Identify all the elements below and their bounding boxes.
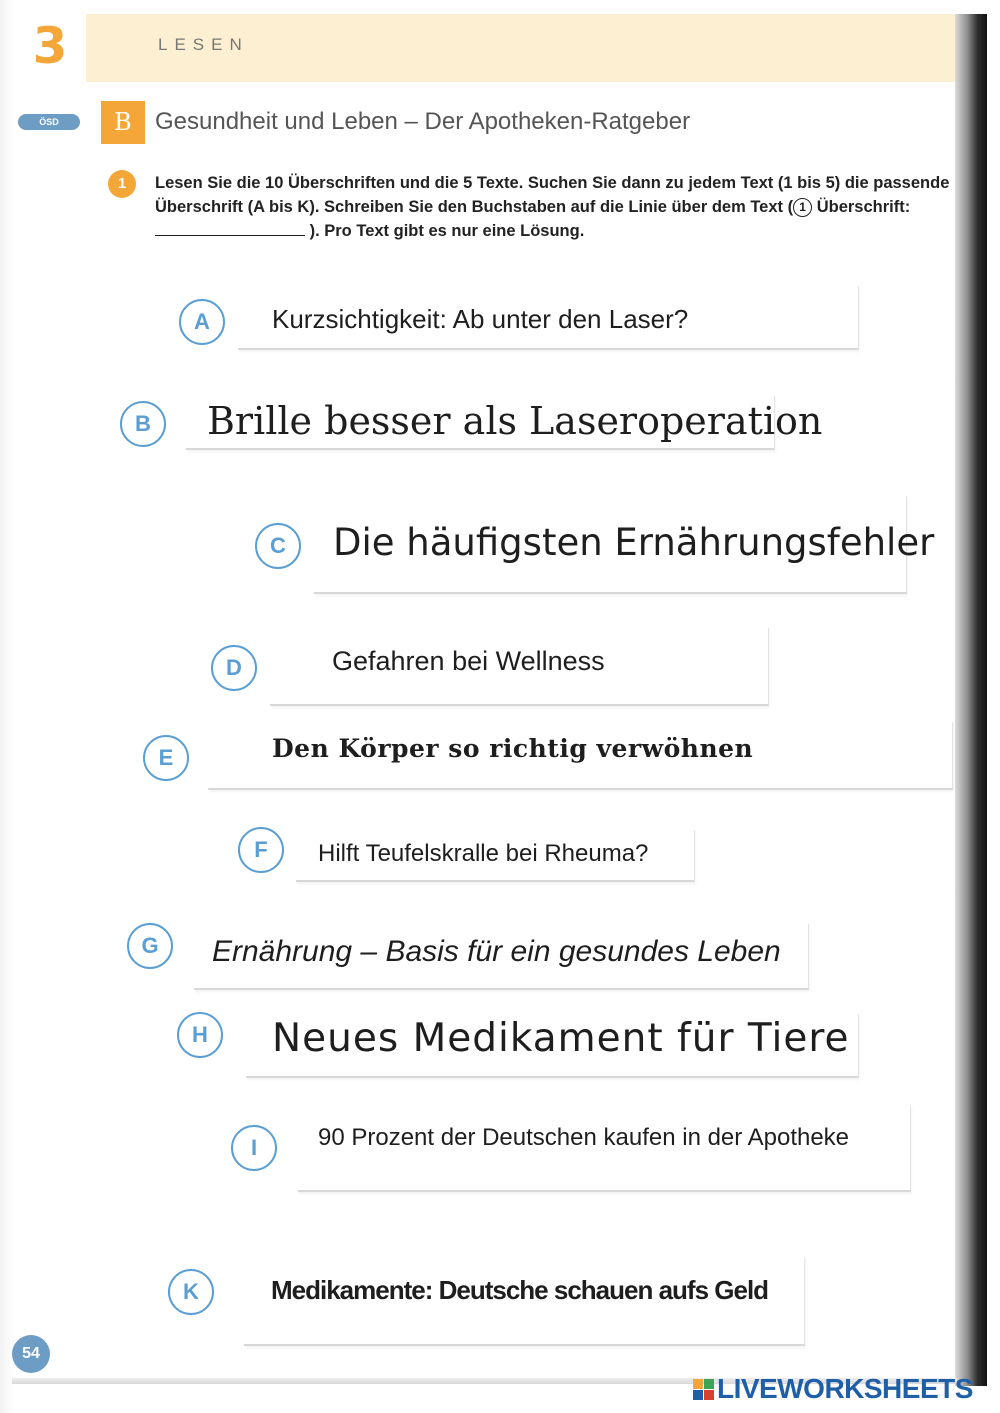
headline-text-c: Die häufigsten Ernährungsfehler bbox=[333, 521, 935, 564]
instruction-label: Überschrift: bbox=[812, 198, 911, 216]
headline-letter-i: I bbox=[231, 1125, 277, 1171]
headline-letter-k: K bbox=[168, 1269, 214, 1315]
headline-text-f: Hilft Teufelskralle bei Rheuma? bbox=[318, 840, 649, 867]
headline-letter-e: E bbox=[143, 735, 189, 781]
book-spine-shadow bbox=[955, 14, 987, 1386]
headline-letter-b: B bbox=[120, 401, 166, 447]
headline-letter-g: G bbox=[127, 923, 173, 969]
headline-text-g: Ernährung – Basis für ein gesundes Leben bbox=[212, 935, 781, 968]
liveworksheets-watermark bbox=[693, 1373, 973, 1405]
page-left-margin bbox=[0, 0, 14, 1413]
instruction-text-part2: ). Pro Text gibt es nur eine Lösung. bbox=[305, 222, 585, 240]
headline-letter-f: F bbox=[238, 827, 284, 873]
task-instructions bbox=[155, 171, 950, 243]
osd-badge: ÖSD bbox=[18, 114, 80, 130]
headline-text-a: Kurzsichtigkeit: Ab unter den Laser? bbox=[272, 304, 689, 334]
section-title: Gesundheit und Leben – Der Apotheken-Ratgeber bbox=[155, 108, 691, 135]
instruction-text-part1: Lesen Sie die 10 Überschriften und die 5 Texte. Suchen Sie dann zu jedem Text (1 bis 5) die passende Überschrift (A bis K). Schreiben Sie den Buchstaben auf die Linie über dem Text ( bbox=[155, 174, 950, 216]
liveworksheets-logo-icon bbox=[693, 1379, 714, 1400]
watermark-text: LIVEWORKSHEETS bbox=[717, 1373, 973, 1404]
headline-letter-c: C bbox=[255, 523, 301, 569]
answer-blank-line bbox=[155, 221, 305, 236]
page-number-badge: 54 bbox=[12, 1335, 50, 1373]
headline-text-k: Medikamente: Deutsche schauen aufs Geld bbox=[271, 1275, 769, 1305]
headline-letter-d: D bbox=[211, 645, 257, 691]
task-number-badge: 1 bbox=[108, 170, 136, 198]
section-label: LESEN bbox=[158, 35, 249, 54]
headline-text-d: Gefahren bei Wellness bbox=[332, 646, 605, 676]
chapter-number: 3 bbox=[32, 17, 68, 75]
headline-text-b: Brille besser als Laseroperation bbox=[207, 399, 823, 443]
headline-letter-a: A bbox=[179, 299, 225, 345]
headline-letter-h: H bbox=[177, 1012, 223, 1058]
section-letter-box: B bbox=[101, 101, 145, 144]
headline-text-i: 90 Prozent der Deutschen kaufen in der Apotheke bbox=[318, 1124, 850, 1151]
headline-text-h: Neues Medikament für Tiere bbox=[272, 1016, 850, 1061]
inline-number-circle: 1 bbox=[793, 198, 812, 217]
headline-text-e: Den Körper so richtig verwöhnen bbox=[272, 734, 754, 763]
